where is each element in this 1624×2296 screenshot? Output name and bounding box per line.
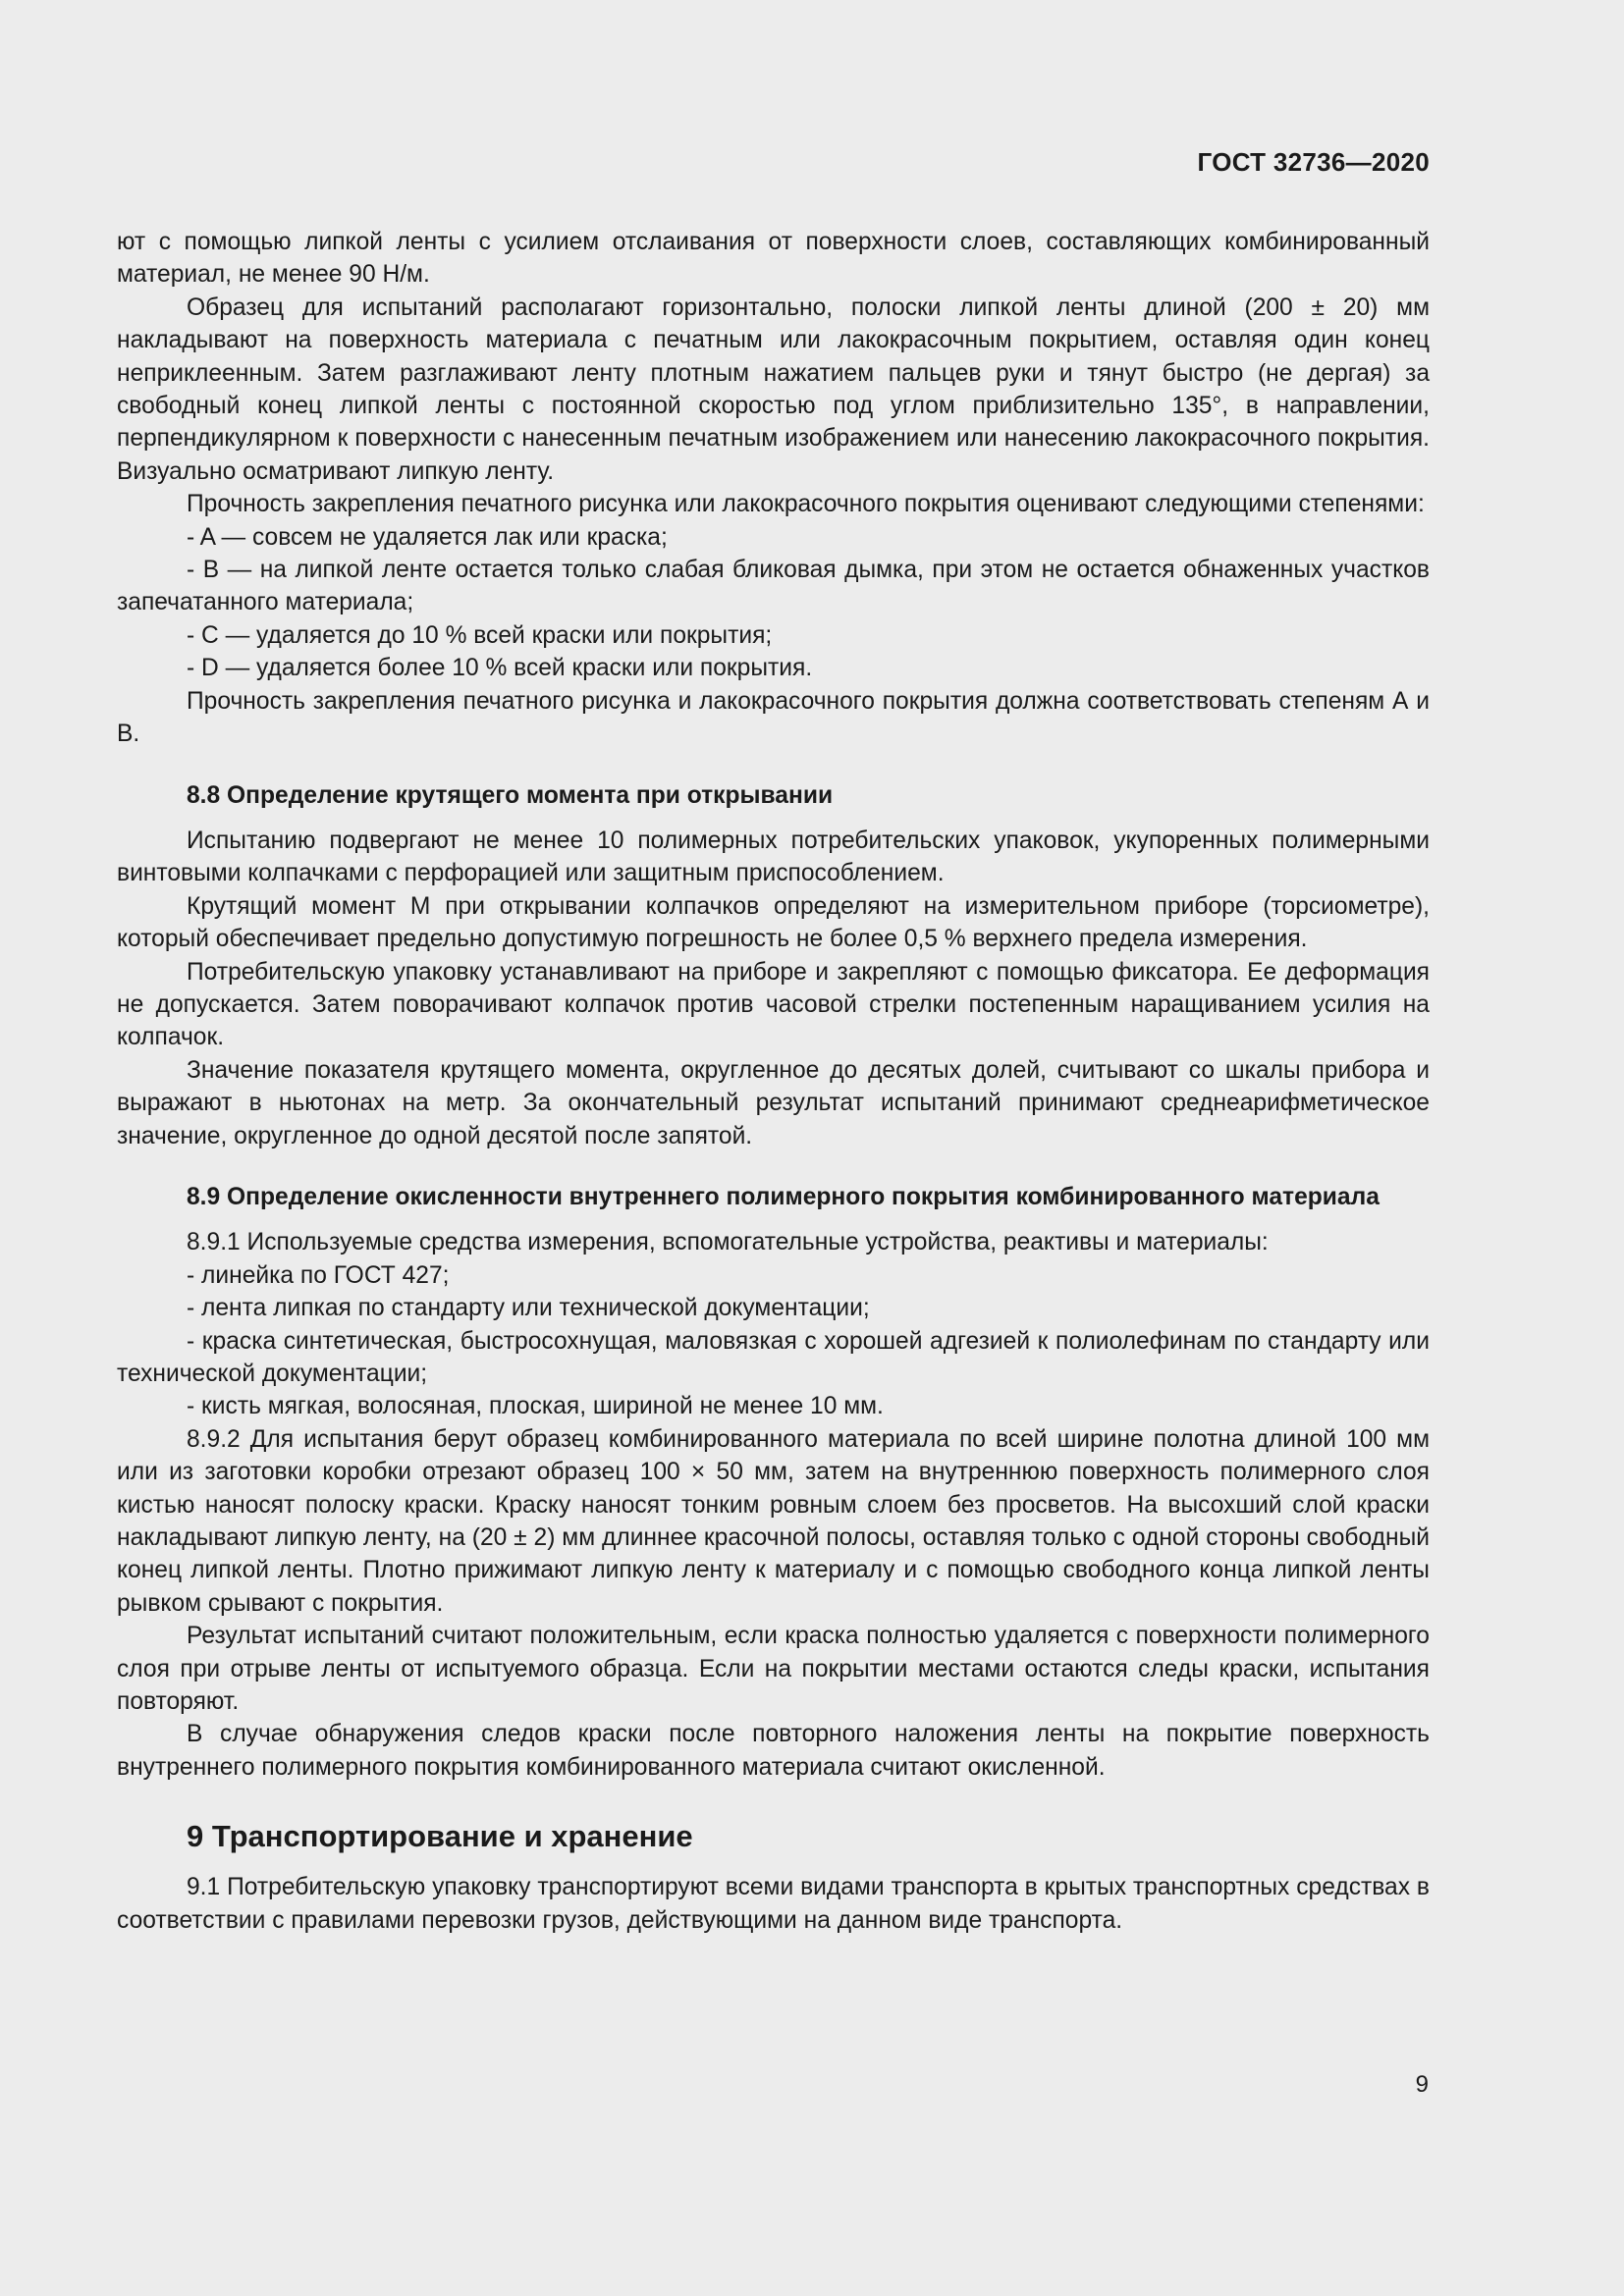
list-item: - A — совсем не удаляется лак или краска; (187, 523, 668, 551)
paragraph: 9.1 Потребительскую упаковку транспортируют всеми видами транспорта в крытых транспортных средствах в соответствии с правилами перевозки грузов, действующими на данном виде транспорта. (117, 1874, 1430, 1934)
paragraph: Образец для испытаний располагают горизонтально, полоски липкой ленты длиной (200 ± 20) мм накладывают на поверхность материала с печатным или лакокрасочным покрытием, оставляя один конец неприклеенным. Затем разглаживают ленту плотным нажатием пальцев руки и тянут быстро (не дергая) за свободный конец липкой ленты с постоянной скоростью под углом приблизительно 135°, в направлении, перпендикулярном к поверхности с нанесенным печатным изображением или нанесению лакокрасочного покрытия. Визуально осматривают липкую ленту. (117, 294, 1430, 485)
list-item: - C — удаляется до 10 % всей краски или покрытия; (187, 621, 773, 649)
paragraph: 8.9.2 Для испытания берут образец комбинированного материала по всей ширине полотна длиной 100 мм или из заготовки коробки отрезают образец 100 × 50 мм, затем на внутреннюю поверхность полимерного слоя кистью наносят полоску краски. Краску наносят тонким ровным слоем без просветов. На высохший слой краски накладывают липкую ленту, на (20 ± 2) мм длиннее красочной полосы, оставляя только с одной стороны свободный конец липкой ленты. Плотно прижимают липкую ленту к материалу и с помощью свободного конца липкой ленты рывком срывают с покрытия. (117, 1425, 1430, 1617)
paragraph: Крутящий момент М при открывании колпачков определяют на измерительном приборе (торсиометре), который обеспечивает предельно допустимую погрешность не более 0,5 % верхнего предела измерения. (117, 892, 1430, 953)
list-item: - лента липкая по стандарту или технической документации; (187, 1295, 870, 1322)
paragraph: В случае обнаружения следов краски после повторного наложения ленты на покрытие поверхность внутреннего полимерного покрытия комбинированного материала считают окисленной. (117, 1721, 1430, 1781)
document-body (117, 226, 1430, 1937)
list-item: - кисть мягкая, волосяная, плоская, шириной не менее 10 мм. (187, 1393, 884, 1420)
paragraph: Значение показателя крутящего момента, округленное до десятых долей, считывают со шкалы прибора и выражают в ньютонах на метр. За окончательный результат испытаний принимают среднеарифметическое значение, округленное до одной десятой после запятой. (117, 1056, 1430, 1149)
paragraph: Результат испытаний считают положительным, если краска полностью удаляется с поверхности полимерного слоя при отрыве ленты от испытуемого образца. Если на покрытии местами остаются следы краски, испытания повторяют. (117, 1623, 1430, 1716)
page-number: 9 (1415, 2071, 1429, 2098)
list-item: - D — удаляется более 10 % всей краски или покрытия. (187, 655, 813, 682)
paragraph: Прочность закрепления печатного рисунка и лакокрасочного покрытия должна соответствовать степеням А и В. (117, 687, 1430, 748)
paragraph: ют с помощью липкой ленты с усилием отслаивания от поверхности слоев, составляющих комбинированный материал, не менее 90 Н/м. (117, 229, 1430, 289)
list-item: - B — на липкой ленте остается только слабая бликовая дымка, при этом не остается обнаженных участков запечатанного материала; (117, 557, 1430, 616)
list-item: - линейка по ГОСТ 427; (187, 1261, 450, 1289)
section-heading: 8.8 Определение крутящего момента при открывании (187, 781, 834, 809)
chapter-heading: 9 Транспортирование и хранение (187, 1819, 693, 1854)
standard-code: ГОСТ 32736—2020 (1197, 147, 1430, 177)
paragraph: 8.9.1 Используемые средства измерения, вспомогательные устройства, реактивы и материалы: (187, 1229, 1269, 1256)
paragraph: Прочность закрепления печатного рисунка или лакокрасочного покрытия оценивают следующими степенями: (187, 491, 1425, 518)
paragraph: Потребительскую упаковку устанавливают на приборе и закрепляют с помощью фиксатора. Ее деформация не допускается. Затем поворачивают колпачок против часовой стрелки постепенным наращиванием усилия на колпачок. (117, 958, 1430, 1051)
list-item: - краска синтетическая, быстросохнущая, маловязкая с хорошей адгезией к полиолефинам по стандарту или технической документации; (117, 1327, 1430, 1387)
section-heading: 8.9 Определение окисленности внутреннего полимерного покрытия комбинированного материала (187, 1183, 1380, 1210)
paragraph: Испытанию подвергают не менее 10 полимерных потребительских упаковок, укупоренных полимерными винтовыми колпачками с перфорацией или защитным приспособлением. (117, 827, 1430, 887)
